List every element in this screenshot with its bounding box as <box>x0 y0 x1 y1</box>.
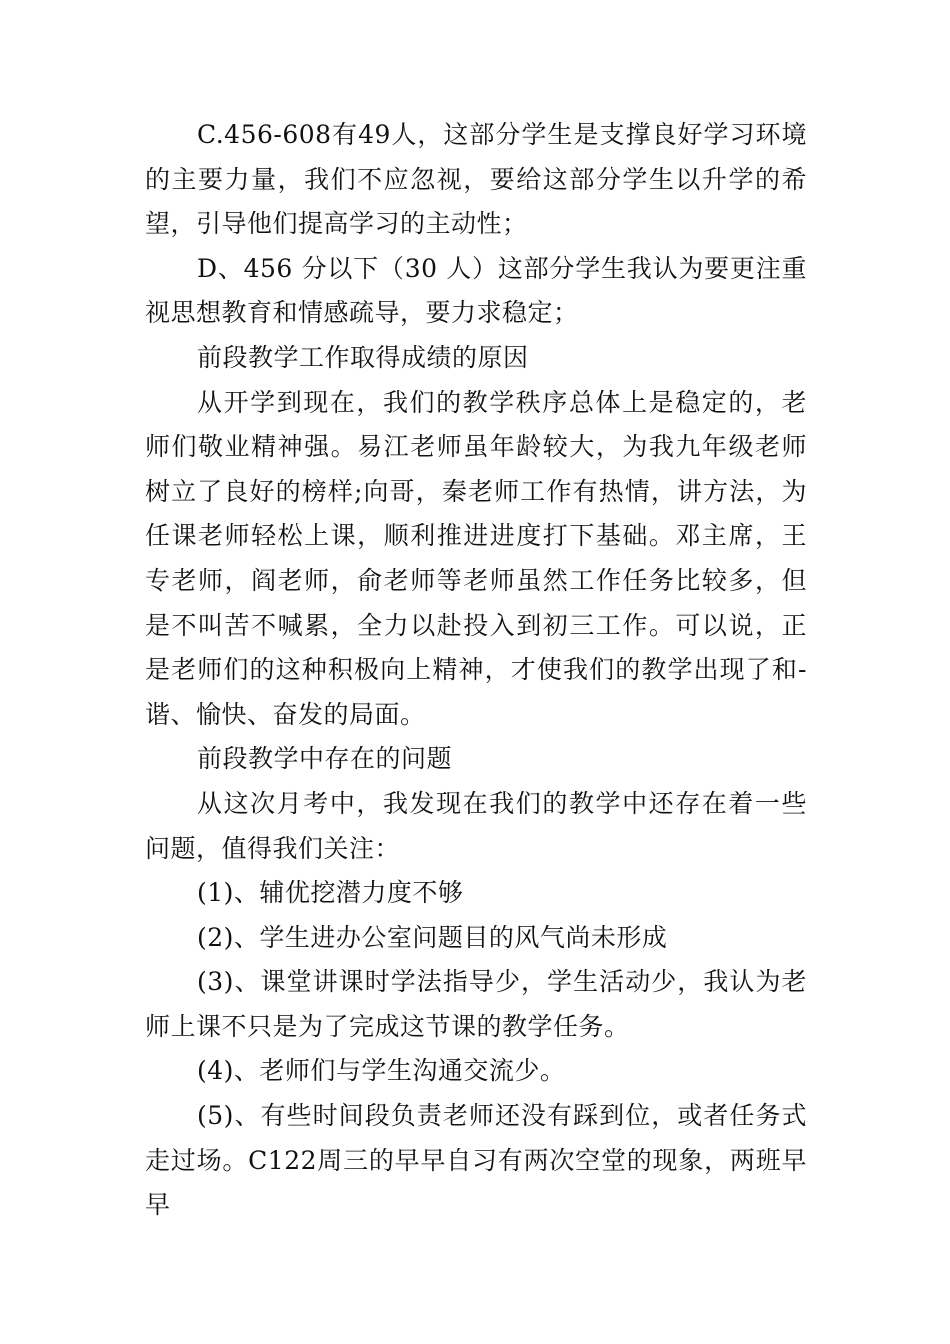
problem-item-2: (2)、学生进办公室问题目的风气尚未形成 <box>197 922 668 952</box>
problem-item-4: (4)、老师们与学生沟通交流少。 <box>197 1056 566 1086</box>
paragraph-reasons: 从开学到现在，我们的教学秩序总体上是稳定的，老师们敬业精神强。易江老师虽年龄较大，为我九年级老师树立了良好的榜样;向哥，秦老师工作有热情，讲方法，为任课老师轻松上课，顺利推进进度打下基础。邓主席，王专老师，阎老师，俞老师等老师虽然工作任务比较多，但是不叫苦不喊累，全力以赴投入到初三工作。可以说，正是老师们的这种积极向上精神，才使我们的教学出现了和-谐、愉快、奋发的局面。 <box>145 387 807 729</box>
problem-item-5: (5)、有些时间段负责老师还没有踩到位，或者任务式走过场。C122周三的早早自习有两次空堂的现象，两班早早 <box>145 1101 807 1220</box>
section-heading-problems: 前段教学中存在的问题 <box>197 744 453 774</box>
paragraph-group-d: D、456 分以下（30 人）这部分学生我认为要更注重视思想教育和情感疏导，要力求稳定； <box>145 253 807 328</box>
problem-item-3: (3)、课堂讲课时学法指导少，学生活动少，我认为老师上课不只是为了完成这节课的教学任务。 <box>145 967 807 1041</box>
paragraph-problems-intro: 从这次月考中，我发现在我们的教学中还存在着一些问题，值得我们关注： <box>145 788 807 863</box>
section-heading-reasons: 前段教学工作取得成绩的原因 <box>197 342 529 372</box>
document-body <box>145 113 807 1228</box>
problem-item-1: (1)、辅优挖潜力度不够 <box>197 878 464 908</box>
paragraph-group-c: C.456-608有49人，这部分学生是支撑良好学习环境的主要力量，我们不应忽视，要给这部分学生以升学的希望，引导他们提高学习的主动性； <box>145 120 807 239</box>
